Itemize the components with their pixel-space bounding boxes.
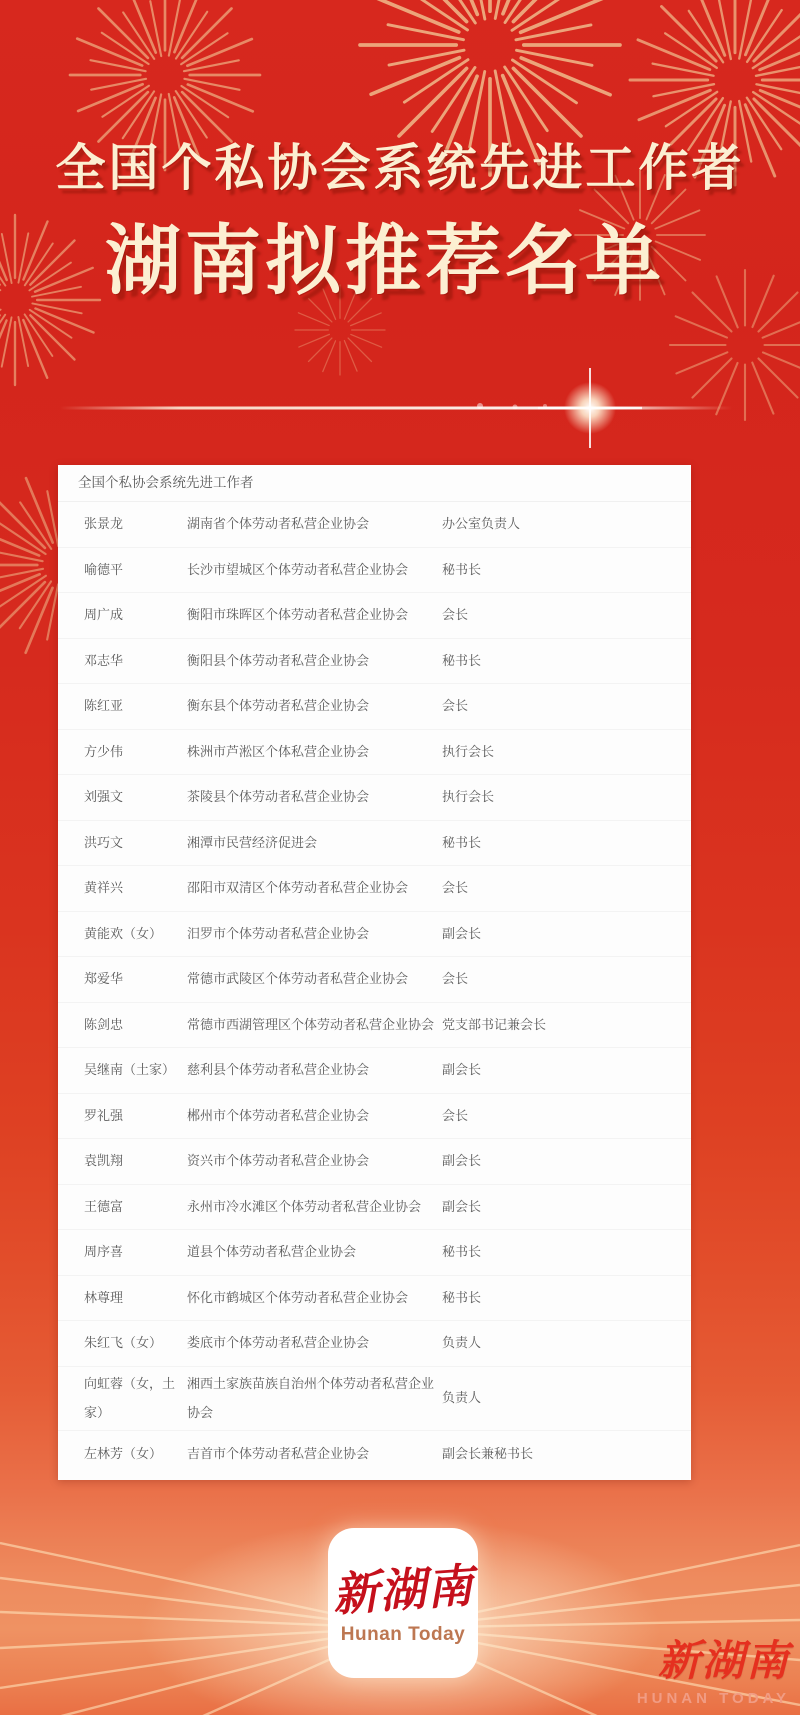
row-position-cell: 负责人 — [442, 1390, 482, 1406]
row-position-cell: 副会长兼秘书长 — [442, 1445, 534, 1461]
hunan-today-watermark — [637, 1628, 790, 1707]
row-organization-cell: 湘西土家族苗族自治州个体劳动者私营企业协会 — [187, 1375, 435, 1421]
row-name-cell: 喻德平 — [84, 561, 124, 577]
row-name-cell: 方少伟 — [84, 743, 124, 759]
row-name-cell: 袁凯翔 — [84, 1153, 124, 1169]
table-row — [58, 912, 691, 958]
row-name-cell: 吴继南（土家） — [84, 1062, 176, 1078]
row-organization-cell: 衡阳县个体劳动者私营企业协会 — [187, 652, 370, 668]
row-name-cell: 洪巧文 — [84, 834, 124, 850]
row-organization-cell: 衡东县个体劳动者私营企业协会 — [187, 698, 370, 714]
table-row — [58, 1003, 691, 1049]
row-position-cell: 秘书长 — [442, 834, 482, 850]
row-position-cell: 执行会长 — [442, 743, 495, 759]
row-name-cell: 向虹蓉（女，土家） — [84, 1375, 176, 1421]
logo-en-text: Hunan Today — [340, 1624, 466, 1645]
table-row — [58, 502, 691, 548]
row-position-cell: 负责人 — [442, 1335, 482, 1351]
row-position-cell: 执行会长 — [442, 789, 495, 805]
table-row — [58, 593, 691, 639]
table-row — [58, 730, 691, 776]
table-header: 全国个私协会系统先进工作者 — [58, 465, 691, 502]
row-name-cell: 黄祥兴 — [84, 880, 124, 896]
row-position-cell: 副会长 — [442, 1198, 482, 1214]
row-name-cell: 林尊理 — [84, 1289, 124, 1305]
table-row — [58, 775, 691, 821]
table-row — [58, 957, 691, 1003]
row-organization-cell: 邵阳市双清区个体劳动者私营企业协会 — [187, 880, 409, 896]
table-body — [58, 502, 691, 1476]
recommendation-list-card — [58, 465, 691, 1480]
poster-title-line1: 全国个私协会系统先进工作者 — [55, 140, 745, 196]
row-name-cell: 刘强文 — [84, 789, 124, 805]
table-row — [58, 821, 691, 867]
row-name-cell: 周广成 — [84, 607, 124, 623]
row-name-cell: 周序喜 — [84, 1244, 124, 1260]
row-name-cell: 朱红飞（女） — [84, 1335, 163, 1351]
row-position-cell: 秘书长 — [442, 1289, 482, 1305]
table-row — [58, 1139, 691, 1185]
table-row — [58, 684, 691, 730]
row-organization-cell: 衡阳市珠晖区个体劳动者私营企业协会 — [187, 607, 409, 623]
row-organization-cell: 湘潭市民营经济促进会 — [187, 834, 318, 850]
row-name-cell: 邓志华 — [84, 652, 124, 668]
table-row — [58, 1431, 691, 1476]
row-organization-cell: 株洲市芦淞区个体私营企业协会 — [187, 743, 370, 759]
row-position-cell: 副会长 — [442, 925, 482, 941]
row-organization-cell: 吉首市个体劳动者私营企业协会 — [187, 1445, 370, 1461]
row-organization-cell: 永州市冷水滩区个体劳动者私营企业协会 — [187, 1198, 422, 1214]
row-organization-cell: 慈利县个体劳动者私营企业协会 — [187, 1062, 370, 1078]
row-name-cell: 左林芳（女） — [84, 1445, 163, 1461]
table-row — [58, 866, 691, 912]
row-organization-cell: 常德市武陵区个体劳动者私营企业协会 — [187, 971, 409, 987]
watermark-cn-text: 新湖南 — [657, 1639, 790, 1685]
table-row — [58, 1276, 691, 1322]
table-row — [58, 1367, 691, 1432]
row-position-cell: 秘书长 — [442, 1244, 482, 1260]
watermark-en-text: HUNAN TODAY — [636, 1690, 790, 1707]
table-row — [58, 1185, 691, 1231]
row-position-cell: 会长 — [442, 607, 469, 623]
row-name-cell: 张景龙 — [84, 516, 124, 532]
row-organization-cell: 道县个体劳动者私营企业协会 — [187, 1244, 357, 1260]
row-position-cell: 秘书长 — [442, 652, 482, 668]
table-row — [58, 548, 691, 594]
row-name-cell: 郑爱华 — [84, 971, 124, 987]
table-row — [58, 1048, 691, 1094]
row-name-cell: 陈剑忠 — [84, 1016, 124, 1032]
row-position-cell: 副会长 — [442, 1153, 482, 1169]
table-row — [58, 1230, 691, 1276]
row-position-cell: 会长 — [442, 971, 469, 987]
row-name-cell: 黄能欢（女） — [84, 925, 163, 941]
row-position-cell: 副会长 — [442, 1062, 482, 1078]
row-organization-cell: 汨罗市个体劳动者私营企业协会 — [187, 925, 370, 941]
row-name-cell: 王德富 — [84, 1198, 124, 1214]
light-streak-icon — [60, 368, 732, 448]
row-position-cell: 会长 — [442, 1107, 469, 1123]
hunan-today-logo — [328, 1528, 478, 1678]
table-row — [58, 1321, 691, 1367]
row-organization-cell: 郴州市个体劳动者私营企业协会 — [187, 1107, 370, 1123]
row-organization-cell: 茶陵县个体劳动者私营企业协会 — [187, 789, 370, 805]
row-organization-cell: 资兴市个体劳动者私营企业协会 — [187, 1153, 370, 1169]
poster-title-line2: 湖南拟推荐名单 — [105, 219, 665, 304]
row-organization-cell: 常德市西湖管理区个体劳动者私营企业协会 — [187, 1016, 435, 1032]
table-row — [58, 1094, 691, 1140]
row-position-cell: 会长 — [442, 698, 469, 714]
row-organization-cell: 怀化市鹤城区个体劳动者私营企业协会 — [187, 1289, 409, 1305]
row-organization-cell: 湖南省个体劳动者私营企业协会 — [187, 516, 370, 532]
row-position-cell: 党支部书记兼会长 — [442, 1016, 547, 1032]
row-position-cell: 办公室负责人 — [442, 516, 521, 532]
row-name-cell: 罗礼强 — [84, 1107, 124, 1123]
row-organization-cell: 娄底市个体劳动者私营企业协会 — [187, 1335, 370, 1351]
row-organization-cell: 长沙市望城区个体劳动者私营企业协会 — [187, 561, 409, 577]
logo-cn-text: 新湖南 — [331, 1560, 476, 1621]
row-position-cell: 秘书长 — [442, 561, 482, 577]
table-row — [58, 639, 691, 685]
row-name-cell: 陈红亚 — [84, 698, 124, 714]
row-position-cell: 会长 — [442, 880, 469, 896]
